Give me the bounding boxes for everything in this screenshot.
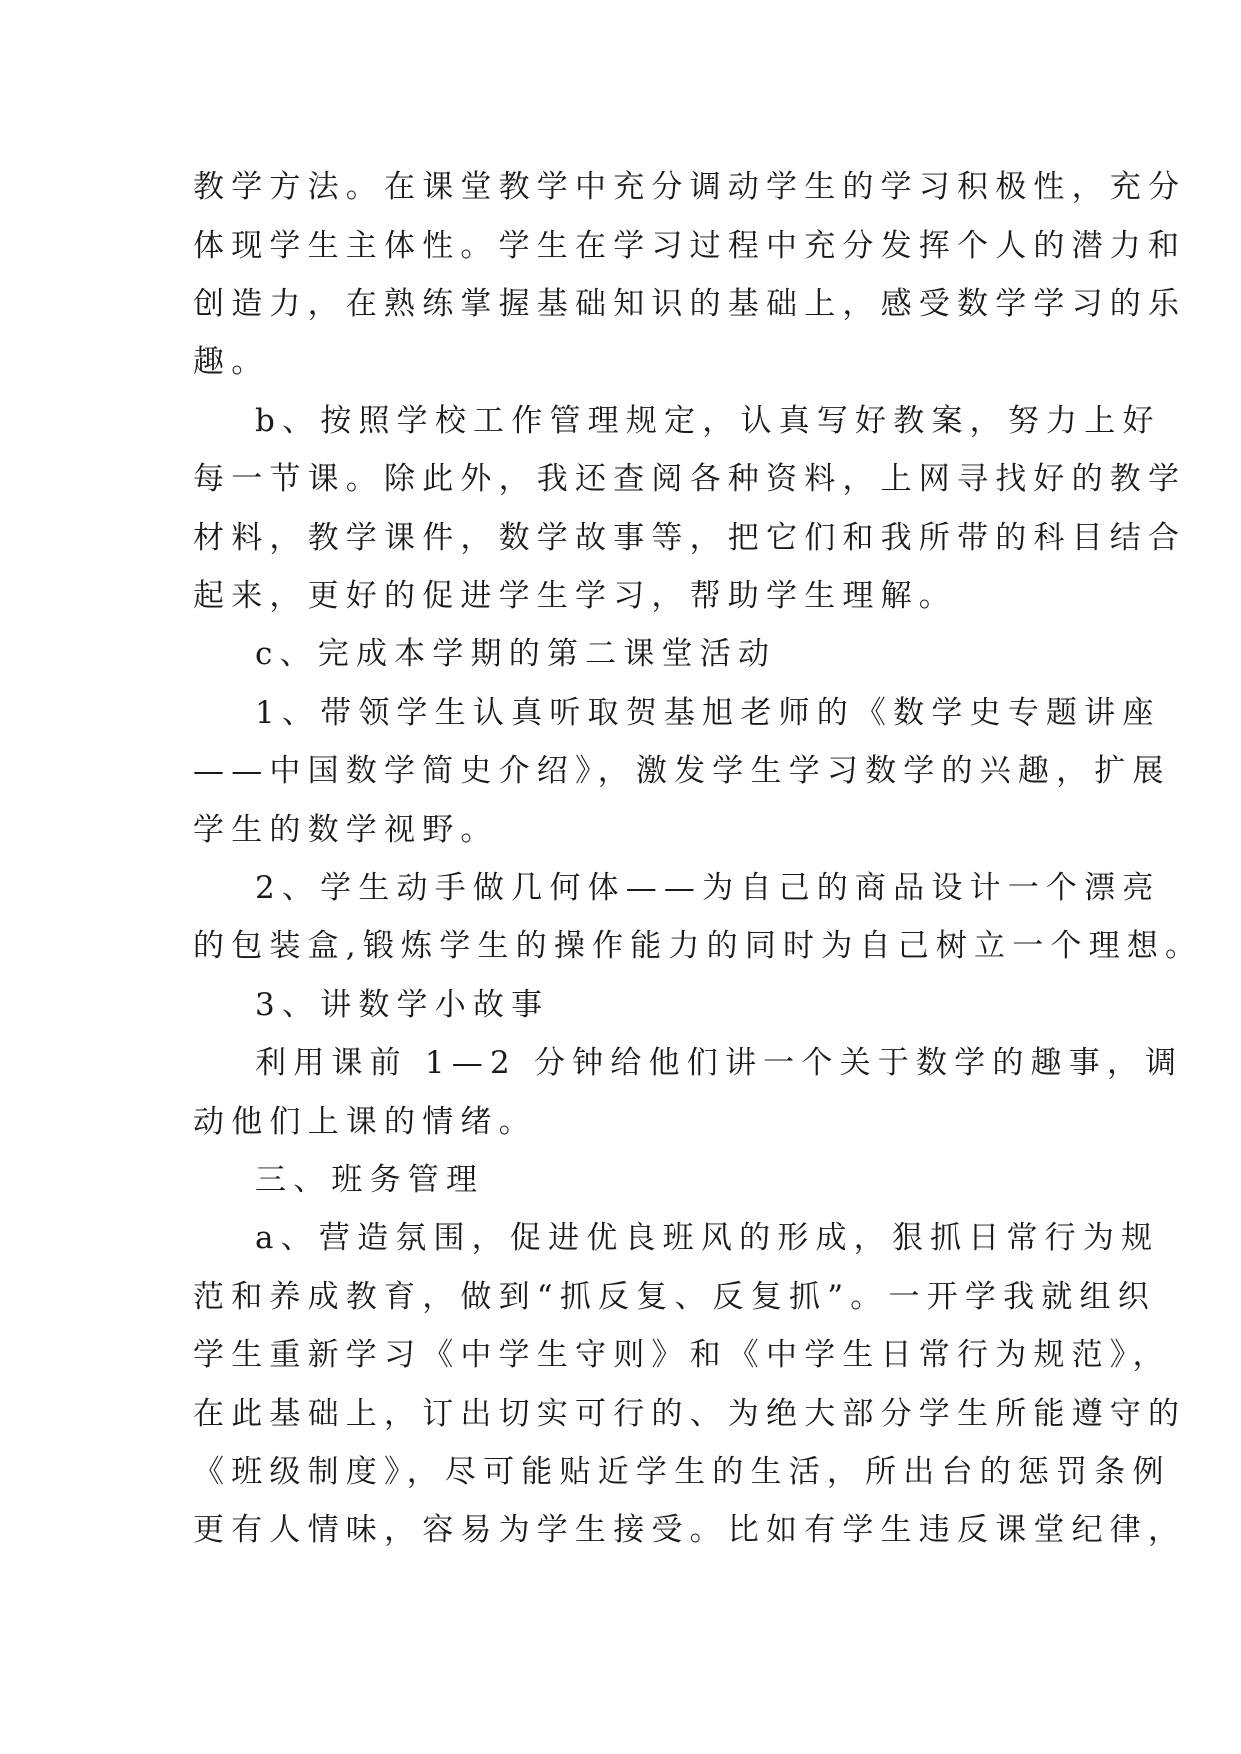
text-line: 起来，更好的促进学生学习，帮助学生理解。: [193, 578, 957, 614]
text-line: 学生重新学习《中学生守则》和《中学生日常行为规范》，: [193, 1337, 1171, 1373]
text-line: 2、学生动手做几何体——为自己的商品设计一个漂亮: [255, 870, 1161, 906]
section-heading: 三、班务管理: [255, 1162, 485, 1198]
text-line: 在此基础上，订出切实可行的、为绝大部分学生所能遵守的: [193, 1396, 1187, 1432]
text-line: 1、带领学生认真听取贺基旭老师的《数学史专题讲座: [255, 695, 1161, 731]
text-line: c、完成本学期的第二课堂活动: [255, 636, 777, 672]
text-line: 《班级制度》，尽可能贴近学生的生活，所出台的惩罚条例: [193, 1454, 1171, 1490]
text-line: ——中国数学简史介绍》，激发学生学习数学的兴趣，扩展: [193, 753, 1171, 789]
text-line: 材料，教学课件，数学故事等，把它们和我所带的科目结合: [193, 520, 1187, 556]
text-line: 教学方法。在课堂教学中充分调动学生的学习积极性，充分: [193, 169, 1187, 205]
text-line: b、按照学校工作管理规定，认真写好教案，努力上好: [255, 403, 1161, 439]
text-line: 创造力，在熟练掌握基础知识的基础上，感受数学学习的乐: [193, 286, 1187, 322]
text-line: 动他们上课的情绪。: [193, 1104, 537, 1140]
text-line: 体现学生主体性。学生在学习过程中充分发挥个人的潜力和: [193, 228, 1187, 264]
text-line: a、营造氛围，促进优良班风的形成，狠抓日常行为规: [255, 1220, 1160, 1256]
text-line: 每一节课。除此外，我还查阅各种资料，上网寻找好的教学: [193, 461, 1187, 497]
text-line: 趣。: [193, 344, 270, 380]
text-line: 的包装盒,锻炼学生的操作能力的同时为自己树立一个理想。: [193, 928, 1204, 964]
text-line: 3、讲数学小故事: [255, 987, 550, 1023]
text-line: 更有人情味，容易为学生接受。比如有学生违反课堂纪律，: [193, 1512, 1187, 1548]
text-line: 学生的数学视野。: [193, 812, 499, 848]
text-line: 利用课前 1—2 分钟给他们讲一个关于数学的趣事，调: [255, 1045, 1184, 1081]
text-line: 范和养成教育，做到“抓反复、反复抓”。一开学我就组织: [193, 1279, 1156, 1315]
